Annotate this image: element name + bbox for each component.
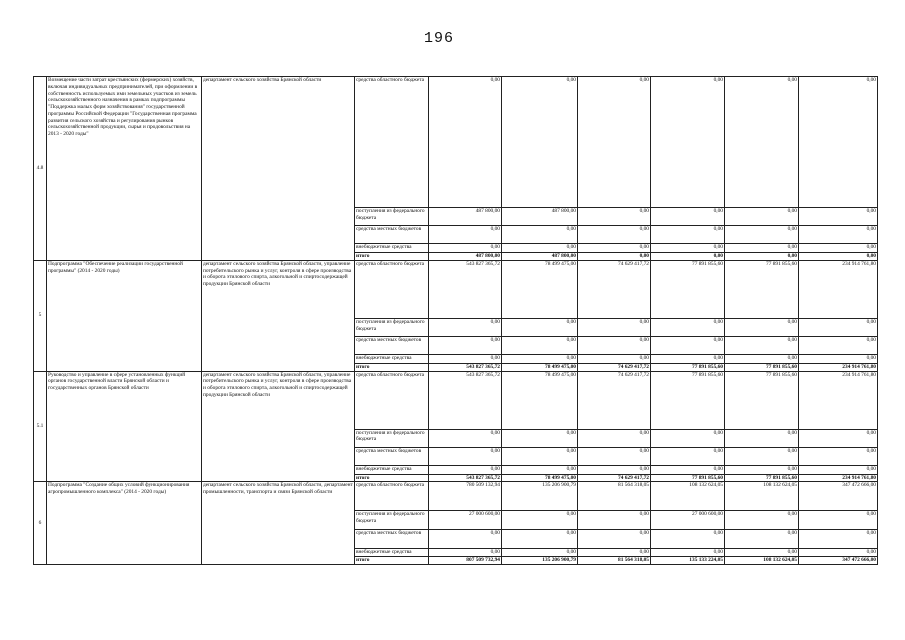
amount-cell: 0,00	[578, 354, 651, 363]
amount-cell: 0,00	[578, 226, 651, 244]
program-name: Руководство и управление в сфере установленных функций органов государственной власти Брянской области и государственных органов Брянской области	[47, 371, 202, 482]
amount-cell: 135 133 224,05	[651, 557, 725, 565]
table-row	[34, 482, 878, 511]
amount-cell: 0,00	[502, 244, 578, 253]
amount-cell: 0,00	[651, 530, 725, 549]
funding-source: поступления из федерального бюджета	[355, 511, 429, 530]
amount-cell: 0,00	[429, 318, 502, 336]
amount-cell: 0,00	[799, 77, 878, 208]
item-number: 5	[34, 260, 47, 371]
amount-cell: 0,00	[502, 354, 578, 363]
amount-cell: 0,00	[725, 354, 799, 363]
funding-source: поступления из федерального бюджета	[355, 208, 429, 226]
amount-cell: 74 629 417,72	[578, 260, 651, 318]
amount-cell: 0,00	[429, 336, 502, 354]
amount-cell: 347 472 666,00	[799, 557, 878, 565]
amount-cell: 0,00	[578, 511, 651, 530]
table-row	[34, 371, 878, 429]
funding-source: внебюджетные средства	[355, 354, 429, 363]
amount-cell: 77 891 855,60	[725, 363, 799, 371]
funding-source: средства местных бюджетов	[355, 336, 429, 354]
amount-cell: 74 629 417,72	[578, 371, 651, 429]
amount-cell: 0,00	[651, 447, 725, 465]
funding-source: средства областного бюджета	[355, 77, 429, 208]
amount-cell: 543 827 365,72	[429, 363, 502, 371]
budget-table	[33, 76, 878, 565]
amount-cell: 0,00	[429, 429, 502, 447]
amount-cell: 0,00	[429, 465, 502, 474]
amount-cell: 77 891 855,60	[651, 371, 725, 429]
executor: департамент сельского хозяйства Брянской области, управление потребительского рынка и услуг, контроля в сфере производства и оборота этилового спирта, алкогольной и спиртосодержащей продукции Брянской области	[202, 371, 355, 482]
amount-cell: 78 499 475,00	[502, 363, 578, 371]
amount-cell: 234 914 761,80	[799, 474, 878, 482]
amount-cell: 234 914 761,80	[799, 363, 878, 371]
amount-cell: 0,00	[578, 465, 651, 474]
funding-source: средства областного бюджета	[355, 482, 429, 511]
amount-cell: 78 499 475,00	[502, 371, 578, 429]
program-name: Возмещение части затрат крестьянских (фермерских) хозяйств, включая индивидуальных предпринимателей, при оформлении в собственность используемых ими земельных участков из земель сельскохозяйственного назначения в рамках подпрограммы "Поддержка малых форм хозяйствования" государственной программы Российской Федерации "Государственная программа развития сельского хозяйства и регулирования рынков сельскохозяйственной продукции, сырья и продовольствия на 2013 - 2020 годы"	[47, 77, 202, 261]
amount-cell: 0,00	[799, 429, 878, 447]
amount-cell: 0,00	[799, 465, 878, 474]
amount-cell: 0,00	[429, 447, 502, 465]
amount-cell: 0,00	[651, 253, 725, 261]
funding-source: итого	[355, 474, 429, 482]
amount-cell: 0,00	[502, 429, 578, 447]
amount-cell: 135 206 900,79	[502, 482, 578, 511]
funding-source: итого	[355, 253, 429, 261]
amount-cell: 0,00	[578, 549, 651, 557]
amount-cell: 0,00	[429, 354, 502, 363]
program-name: Подпрограмма "Создание общих условий функционирования агропромышленного комплекса" (2014 - 2020 годы)	[47, 482, 202, 565]
funding-source: средства областного бюджета	[355, 371, 429, 429]
amount-cell: 0,00	[651, 354, 725, 363]
amount-cell: 77 891 855,60	[651, 363, 725, 371]
amount-cell: 0,00	[799, 336, 878, 354]
amount-cell: 0,00	[429, 244, 502, 253]
amount-cell: 780 509 132,94	[429, 482, 502, 511]
amount-cell: 487 800,00	[429, 253, 502, 261]
amount-cell: 0,00	[799, 208, 878, 226]
amount-cell: 108 132 624,05	[725, 557, 799, 565]
amount-cell: 0,00	[429, 549, 502, 557]
amount-cell: 0,00	[651, 208, 725, 226]
amount-cell: 81 564 318,05	[578, 482, 651, 511]
funding-source: средства областного бюджета	[355, 260, 429, 318]
funding-source: внебюджетные средства	[355, 549, 429, 557]
amount-cell: 0,00	[502, 465, 578, 474]
amount-cell: 78 499 475,00	[502, 260, 578, 318]
amount-cell: 0,00	[799, 318, 878, 336]
amount-cell: 0,00	[725, 244, 799, 253]
amount-cell: 0,00	[429, 77, 502, 208]
amount-cell: 0,00	[725, 530, 799, 549]
amount-cell: 0,00	[578, 208, 651, 226]
amount-cell: 487 800,00	[502, 208, 578, 226]
amount-cell: 77 891 855,60	[725, 371, 799, 429]
amount-cell: 0,00	[799, 354, 878, 363]
amount-cell: 77 891 855,60	[725, 260, 799, 318]
amount-cell: 0,00	[578, 336, 651, 354]
amount-cell: 108 132 624,05	[725, 482, 799, 511]
amount-cell: 77 891 855,60	[651, 260, 725, 318]
item-number: 6	[34, 482, 47, 565]
amount-cell: 0,00	[651, 318, 725, 336]
amount-cell: 0,00	[725, 226, 799, 244]
amount-cell: 0,00	[799, 226, 878, 244]
amount-cell: 0,00	[502, 530, 578, 549]
executor: департамент сельского хозяйства Брянской области, управление потребительского рынка и услуг, контроля в сфере производства и оборота этилового спирта, алкогольной и спиртосодержащей продукции Брянской области	[202, 260, 355, 371]
amount-cell: 0,00	[502, 318, 578, 336]
amount-cell: 0,00	[578, 318, 651, 336]
amount-cell: 74 629 417,72	[578, 363, 651, 371]
amount-cell: 0,00	[429, 226, 502, 244]
amount-cell: 234 914 761,80	[799, 260, 878, 318]
amount-cell: 0,00	[725, 77, 799, 208]
amount-cell: 108 132 624,05	[651, 482, 725, 511]
amount-cell: 0,00	[502, 549, 578, 557]
amount-cell: 0,00	[502, 226, 578, 244]
amount-cell: 0,00	[799, 530, 878, 549]
page-number: 196	[424, 30, 455, 47]
amount-cell: 0,00	[429, 530, 502, 549]
amount-cell: 487 800,00	[429, 208, 502, 226]
amount-cell: 0,00	[725, 253, 799, 261]
amount-cell: 0,00	[725, 447, 799, 465]
funding-source: средства местных бюджетов	[355, 447, 429, 465]
amount-cell: 0,00	[578, 429, 651, 447]
executor: департамент сельского хозяйства Брянской области, департамент промышленности, транспорта и связи Брянской области	[202, 482, 355, 565]
amount-cell: 0,00	[725, 465, 799, 474]
funding-source: поступления из федерального бюджета	[355, 318, 429, 336]
amount-cell: 0,00	[725, 208, 799, 226]
amount-cell: 0,00	[799, 447, 878, 465]
amount-cell: 0,00	[799, 244, 878, 253]
amount-cell: 0,00	[578, 77, 651, 208]
amount-cell: 0,00	[502, 336, 578, 354]
funding-source: итого	[355, 557, 429, 565]
item-number: 5.1	[34, 371, 47, 482]
funding-source: итого	[355, 363, 429, 371]
program-name: Подпрограмма "Обеспечение реализации государственной программы" (2014 - 2020 годы)	[47, 260, 202, 371]
table-row	[34, 260, 878, 318]
amount-cell: 0,00	[578, 244, 651, 253]
amount-cell: 543 827 365,72	[429, 371, 502, 429]
amount-cell: 347 472 666,00	[799, 482, 878, 511]
amount-cell: 807 509 732,94	[429, 557, 502, 565]
funding-source: средства местных бюджетов	[355, 226, 429, 244]
amount-cell: 0,00	[651, 549, 725, 557]
amount-cell: 77 891 855,60	[651, 474, 725, 482]
amount-cell: 27 000 600,00	[651, 511, 725, 530]
funding-source: внебюджетные средства	[355, 465, 429, 474]
amount-cell: 0,00	[502, 447, 578, 465]
amount-cell: 234 914 761,80	[799, 371, 878, 429]
amount-cell: 0,00	[799, 549, 878, 557]
amount-cell: 78 499 475,00	[502, 474, 578, 482]
amount-cell: 0,00	[651, 429, 725, 447]
amount-cell: 487 800,00	[502, 253, 578, 261]
amount-cell: 27 000 600,00	[429, 511, 502, 530]
amount-cell: 0,00	[578, 253, 651, 261]
amount-cell: 0,00	[578, 530, 651, 549]
funding-source: поступления из федерального бюджета	[355, 429, 429, 447]
amount-cell: 0,00	[502, 511, 578, 530]
table-row	[34, 77, 878, 208]
funding-source: средства местных бюджетов	[355, 530, 429, 549]
amount-cell: 0,00	[651, 226, 725, 244]
amount-cell: 0,00	[651, 336, 725, 354]
amount-cell: 543 827 365,72	[429, 260, 502, 318]
amount-cell: 0,00	[725, 511, 799, 530]
funding-source: внебюджетные средства	[355, 244, 429, 253]
amount-cell: 0,00	[578, 447, 651, 465]
amount-cell: 0,00	[502, 77, 578, 208]
amount-cell: 0,00	[725, 318, 799, 336]
amount-cell: 543 827 365,72	[429, 474, 502, 482]
amount-cell: 0,00	[651, 465, 725, 474]
executor: департамент сельского хозяйства Брянской области	[202, 77, 355, 261]
amount-cell: 74 629 417,72	[578, 474, 651, 482]
amount-cell: 81 564 318,05	[578, 557, 651, 565]
amount-cell: 0,00	[799, 253, 878, 261]
amount-cell: 0,00	[651, 244, 725, 253]
amount-cell: 0,00	[651, 77, 725, 208]
amount-cell: 0,00	[725, 549, 799, 557]
amount-cell: 135 206 900,79	[502, 557, 578, 565]
amount-cell: 77 891 855,60	[725, 474, 799, 482]
item-number: 4.8	[34, 77, 47, 261]
amount-cell: 0,00	[725, 336, 799, 354]
amount-cell: 0,00	[725, 429, 799, 447]
amount-cell: 0,00	[799, 511, 878, 530]
